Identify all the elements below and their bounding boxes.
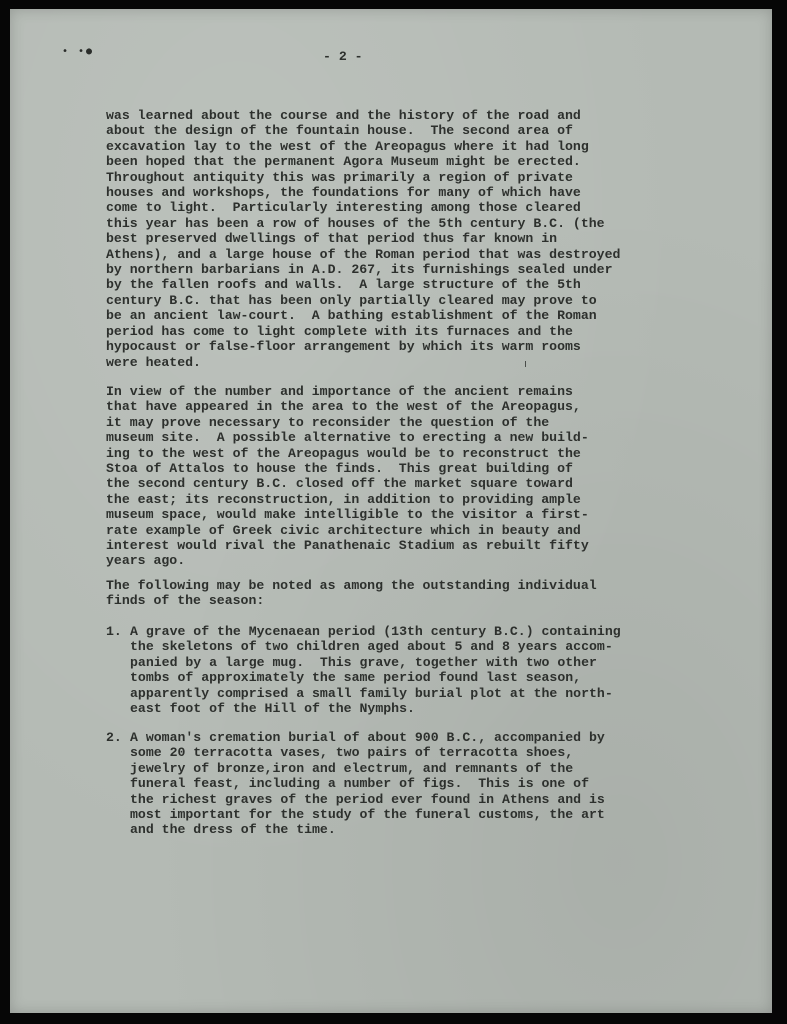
stray-mark <box>525 361 526 367</box>
list-item-number: 1. <box>106 624 122 639</box>
typewritten-page <box>10 9 772 1013</box>
page-number: - 2 - <box>323 49 363 64</box>
list-item-text: A woman's cremation burial of about 900 B.C., accompanied by some 20 terracotta vases, two pairs of terracotta shoes, jewelry of bronze,iron and electrum, and remnants of the funeral feast, including a number of figs. This is one of the richest graves of the period ever found in Athens and is most important for the study of the funeral customs, the art and the dress of the time. <box>130 730 605 838</box>
list-item-number: 2. <box>106 730 122 745</box>
ink-mark: • •● <box>62 46 95 57</box>
paragraph-museum-site: In view of the number and importance of the ancient remains that have appeared in the area to the west of the Areopagus, it may prove necessary to reconsider the question of the museum site. A possible alternative to erecting a new build- ing to the west of the Areopagus would be to reconstruct the Stoa of Attalos to house the finds. This great building of the second century B.C. closed off the market square toward the east; its reconstruction, in addition to providing ample museum space, would make intelligible to the visitor a first- rate example of Greek civic architecture which in beauty and interest would rival the Panathenaic Stadium as rebuilt fifty years ago. <box>106 384 589 569</box>
paragraph-road-and-areopagus: was learned about the course and the history of the road and about the design of the fountain house. The second area of excavation lay to the west of the Areopagus where it had long been hoped that the permanent Agora Museum might be erected. Throughout antiquity this was primarily a region of private houses and workshops, the foundations for many of which have come to light. Particularly interesting among those cleared this year has been a row of houses of the 5th century B.C. (the best preserved dwellings of that period thus far known in Athens), and a large house of the Roman period that was destroyed by northern barbarians in A.D. 267, its furnishings sealed under by the fallen roofs and walls. A large structure of the 5th century B.C. that has been only partially cleared may prove to be an ancient law-court. A bathing establishment of the Roman period has come to light complete with its furnaces and the hypocaust or false-floor arrangement by which its warm rooms were heated. <box>106 108 621 370</box>
list-item-text: A grave of the Mycenaean period (13th century B.C.) containing the skeletons of two children aged about 5 and 8 years accom- panied by a large mug. This grave, together with two other tombs of approximately the same period found last season, apparently comprised a small family burial plot at the north- east foot of the Hill of the Nymphs. <box>130 624 621 717</box>
paragraph-finds-intro: The following may be noted as among the outstanding individual finds of the season: <box>106 578 597 609</box>
